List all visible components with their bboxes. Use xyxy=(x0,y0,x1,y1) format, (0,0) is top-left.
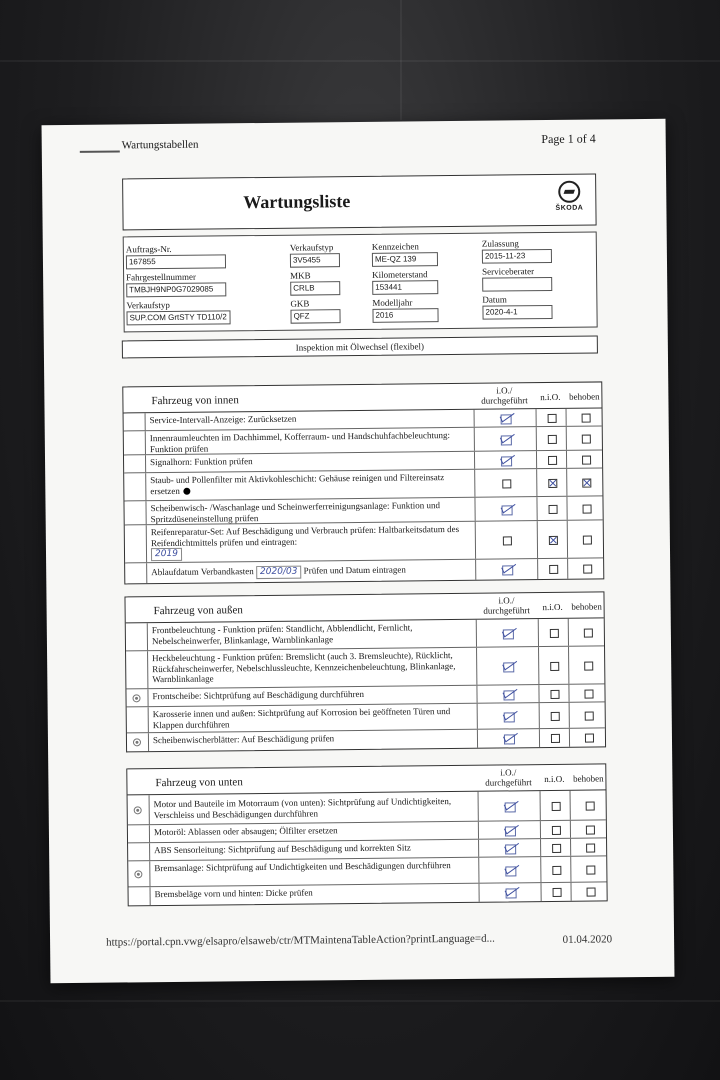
field-value: 167855 xyxy=(126,254,226,269)
behoben-checkbox-checked[interactable] xyxy=(582,478,591,487)
section-aussen xyxy=(124,591,606,752)
behoben-checkbox[interactable] xyxy=(584,711,593,720)
checklist-row xyxy=(127,728,605,751)
behoben-checkbox[interactable] xyxy=(583,628,592,637)
seat-seam xyxy=(0,60,720,62)
bullet-icon xyxy=(134,806,142,814)
seat-seam xyxy=(400,0,402,120)
checkmark-icon xyxy=(499,710,517,720)
checkmark-icon xyxy=(498,563,516,573)
checkmark-icon xyxy=(498,627,516,637)
behoben-checkbox[interactable] xyxy=(581,434,590,443)
field-value: TMBJH9NP0G7029085 xyxy=(126,282,226,297)
checklist-row xyxy=(125,520,603,563)
nio-checkbox[interactable] xyxy=(547,413,556,422)
row-text: Motoröl: Ablassen oder absaugen; Ölfilter ersetzen xyxy=(153,825,338,838)
field-value xyxy=(482,277,552,292)
field-label: Kennzeichen xyxy=(371,241,419,252)
row-text-content: Staub- und Pollenfilter mit Aktivkohleschicht: Gehäuse reinigen und Filtereinsatz ersetzen xyxy=(150,472,445,496)
nio-checkbox[interactable] xyxy=(551,801,560,810)
nio-checkbox[interactable] xyxy=(552,843,561,852)
field-value: 153441 xyxy=(372,280,438,295)
vehicle-info xyxy=(123,231,598,332)
behoben-checkbox[interactable] xyxy=(582,504,591,513)
nio-checkbox[interactable] xyxy=(552,888,561,897)
section-title: Fahrzeug von unten xyxy=(155,776,243,790)
field-label: Zulassung xyxy=(481,238,519,249)
bullet-icon xyxy=(133,738,141,746)
col-header-io: i.O./ durchgeführt xyxy=(485,767,532,788)
behoben-checkbox[interactable] xyxy=(586,865,595,874)
doc-header xyxy=(42,131,666,158)
field-auftrag xyxy=(126,242,226,269)
checkmark-icon xyxy=(501,842,519,852)
behoben-checkbox[interactable] xyxy=(581,413,590,422)
checkmark-icon xyxy=(497,503,515,513)
field-gkb xyxy=(290,297,340,324)
checkmark-icon xyxy=(496,454,514,464)
checkmark-icon xyxy=(500,824,518,834)
field-label: Verkaufstyp xyxy=(126,299,170,311)
nio-checkbox[interactable] xyxy=(548,504,557,513)
field-verkaufstyp xyxy=(290,241,340,268)
field-verkaufstyp-text xyxy=(126,298,230,325)
behoben-checkbox[interactable] xyxy=(583,565,592,574)
row-text: Scheibenwischerblätter: Auf Beschädigung prüfen xyxy=(152,733,335,746)
nio-checkbox-checked[interactable] xyxy=(548,478,557,487)
behoben-checkbox[interactable] xyxy=(585,801,594,810)
row-text: Signalhorn: Funktion prüfen xyxy=(150,456,253,468)
row-text: Frontbeleuchtung - Funktion prüfen: Standlicht, Abblendlicht, Fernlicht, Nebelscheinwerfer, Blinkanlage, Warnblinkanlage xyxy=(151,622,413,646)
nio-checkbox[interactable] xyxy=(549,628,558,637)
footer-url: https://portal.cpn.vwg/elsapro/elsaweb/ctr/MTMaintenaTableAction?printLanguage=d... xyxy=(106,932,495,949)
checkmark-icon xyxy=(499,660,517,670)
row-text-content: Prüfen und Datum eintragen xyxy=(303,564,406,576)
row-text: Scheibenwisch- /Waschanlage und Scheinwerferreinigungsanlage: Funktion und Spritzdüseneinstellung prüfen xyxy=(150,500,441,524)
field-label: Auftrags-Nr. xyxy=(125,243,172,255)
nio-checkbox[interactable] xyxy=(552,865,561,874)
nio-checkbox[interactable] xyxy=(549,565,558,574)
section-unten xyxy=(126,763,607,906)
col-header-io: i.O./ durchgeführt xyxy=(483,595,530,616)
bullet-icon xyxy=(134,870,142,878)
row-text: Innenraumleuchten im Dachhimmel, Kofferraum- und Handschuhfachbeleuchtung: Funktion prüfen xyxy=(149,430,451,454)
marker-dot-icon xyxy=(184,488,191,495)
field-value: 3V5455 xyxy=(290,253,340,268)
col-header-behoben: behoben xyxy=(571,601,602,612)
field-value: SUP.COM GrtSTY TD110/2 xyxy=(126,310,230,325)
checkmark-icon xyxy=(500,800,518,810)
row-text-content: Reifenreparatur-Set: Auf Beschädigung und Verbrauch prüfen: Haltbarkeitsdatum des Reifendichtmittels prüfen und eintragen: xyxy=(150,523,460,548)
behoben-checkbox[interactable] xyxy=(584,661,593,670)
field-zulassung xyxy=(482,237,552,264)
seat-seam xyxy=(0,1000,720,1002)
field-serviceberater xyxy=(482,265,552,292)
handwritten-date: 2020/03 xyxy=(256,566,302,579)
pen-mark xyxy=(80,150,120,152)
checkmark-icon xyxy=(496,412,514,422)
footer-date: 01.04.2020 xyxy=(562,933,613,946)
field-label: Verkaufstyp xyxy=(289,242,334,253)
field-label: Fahrgestellnummer xyxy=(126,271,196,283)
behoben-checkbox[interactable] xyxy=(584,734,593,743)
behoben-checkbox[interactable] xyxy=(582,535,591,544)
field-mkb xyxy=(290,269,340,296)
section-innen xyxy=(122,381,604,584)
row-text: Bremsbeläge vorn und hinten: Dicke prüfen xyxy=(154,887,313,900)
col-header-nio: n.i.O. xyxy=(540,391,561,403)
behoben-checkbox[interactable] xyxy=(586,888,595,897)
bullet-icon xyxy=(132,694,140,702)
checklist-row xyxy=(125,558,603,583)
row-text-content: Ablaufdatum Verbandkasten xyxy=(151,566,254,578)
field-datum xyxy=(482,293,552,320)
field-label: Modelljahr xyxy=(372,297,413,308)
checkmark-icon xyxy=(496,433,514,443)
handwritten-date: 2019 xyxy=(151,548,182,561)
checkmark-icon xyxy=(501,864,519,874)
nio-checkbox[interactable] xyxy=(551,825,560,834)
row-text xyxy=(151,564,469,580)
field-fahrgestellnummer xyxy=(126,270,226,297)
col-header-nio: n.i.O. xyxy=(542,601,563,613)
row-text: Service-Intervall-Anzeige: Zurücksetzen xyxy=(149,413,297,426)
row-text: Frontscheibe: Sichtprüfung auf Beschädigung durchführen xyxy=(152,688,365,702)
skoda-arrow-icon xyxy=(558,181,580,203)
checklist-row xyxy=(126,646,604,689)
col-header-io: i.O./ durchgeführt xyxy=(481,385,528,406)
checkmark-icon xyxy=(499,732,517,742)
brand-text: ŠKODA xyxy=(555,204,584,212)
field-kennzeichen xyxy=(372,240,438,267)
field-value: CRLB xyxy=(290,281,340,296)
field-modelljahr xyxy=(372,296,438,323)
field-value: QFZ xyxy=(290,309,340,324)
field-value: 2020-4-1 xyxy=(482,305,552,320)
inspection-type: Inspektion mit Ölwechsel (flexibel) xyxy=(122,335,598,358)
doc-title: Wartungstabellen xyxy=(121,138,199,152)
nio-checkbox[interactable] xyxy=(550,661,559,670)
checkmark-icon xyxy=(501,886,519,896)
nio-checkbox-checked[interactable] xyxy=(548,535,557,544)
nio-checkbox[interactable] xyxy=(550,711,559,720)
col-header-behoben: behoben xyxy=(569,391,600,402)
field-label: Kilometerstand xyxy=(372,269,428,280)
behoben-checkbox[interactable] xyxy=(584,689,593,698)
field-label: Datum xyxy=(482,294,507,305)
row-text: ABS Sensorleitung: Sichtprüfung auf Beschädigung und korrekten Sitz xyxy=(154,842,411,856)
nio-checkbox[interactable] xyxy=(547,434,556,443)
row-text xyxy=(151,524,469,561)
field-kilometerstand xyxy=(372,268,438,295)
nio-checkbox[interactable] xyxy=(550,689,559,698)
field-label: MKB xyxy=(290,270,311,281)
maintenance-document xyxy=(42,119,675,983)
row-text: Bremsanlage: Sichtprüfung auf Undichtigkeiten und Beschädigungen durchführen xyxy=(154,860,451,874)
checklist-row xyxy=(129,882,607,905)
row-text: Karosserie innen und außen: Sichtprüfung auf Korrosion bei geöffneten Türen und Klappen durchführen xyxy=(152,706,451,730)
section-title: Fahrzeug von außen xyxy=(153,604,243,618)
field-value: 2015-11-23 xyxy=(482,249,552,264)
section-title: Fahrzeug von innen xyxy=(151,394,239,408)
field-value: 2016 xyxy=(372,308,438,323)
row-text: Motor und Bauteile im Motorraum (von unten): Sichtprüfung auf Undichtigkeiten, Verschleiss und Beschädigungen durchführen xyxy=(153,796,452,820)
field-value: ME-QZ 139 xyxy=(372,252,438,267)
behoben-checkbox[interactable] xyxy=(586,843,595,852)
field-label: Serviceberater xyxy=(482,266,535,277)
io-checkbox[interactable] xyxy=(502,536,511,545)
skoda-logo xyxy=(551,181,587,212)
col-header-nio: n.i.O. xyxy=(544,773,565,785)
page-title: Wartungsliste xyxy=(243,191,351,213)
row-text xyxy=(150,472,468,496)
behoben-checkbox[interactable] xyxy=(585,825,594,834)
row-text: Heckbeleuchtung - Funktion prüfen: Bremslicht (auch 3. Bremsleuchte), Rücklicht, Rückfahrscheinwerfer, Nebelschlussleuchte, Kennzeichenbeleuchtung, Blinkanlage, Warnblinkanlage xyxy=(152,650,456,685)
checkmark-icon xyxy=(499,688,517,698)
title-box xyxy=(122,173,597,230)
behoben-checkbox[interactable] xyxy=(582,455,591,464)
page-number: Page 1 of 4 xyxy=(541,131,596,147)
nio-checkbox[interactable] xyxy=(550,734,559,743)
col-header-behoben: behoben xyxy=(573,773,604,784)
io-checkbox[interactable] xyxy=(502,479,511,488)
nio-checkbox[interactable] xyxy=(548,455,557,464)
field-label: GKB xyxy=(290,298,310,309)
